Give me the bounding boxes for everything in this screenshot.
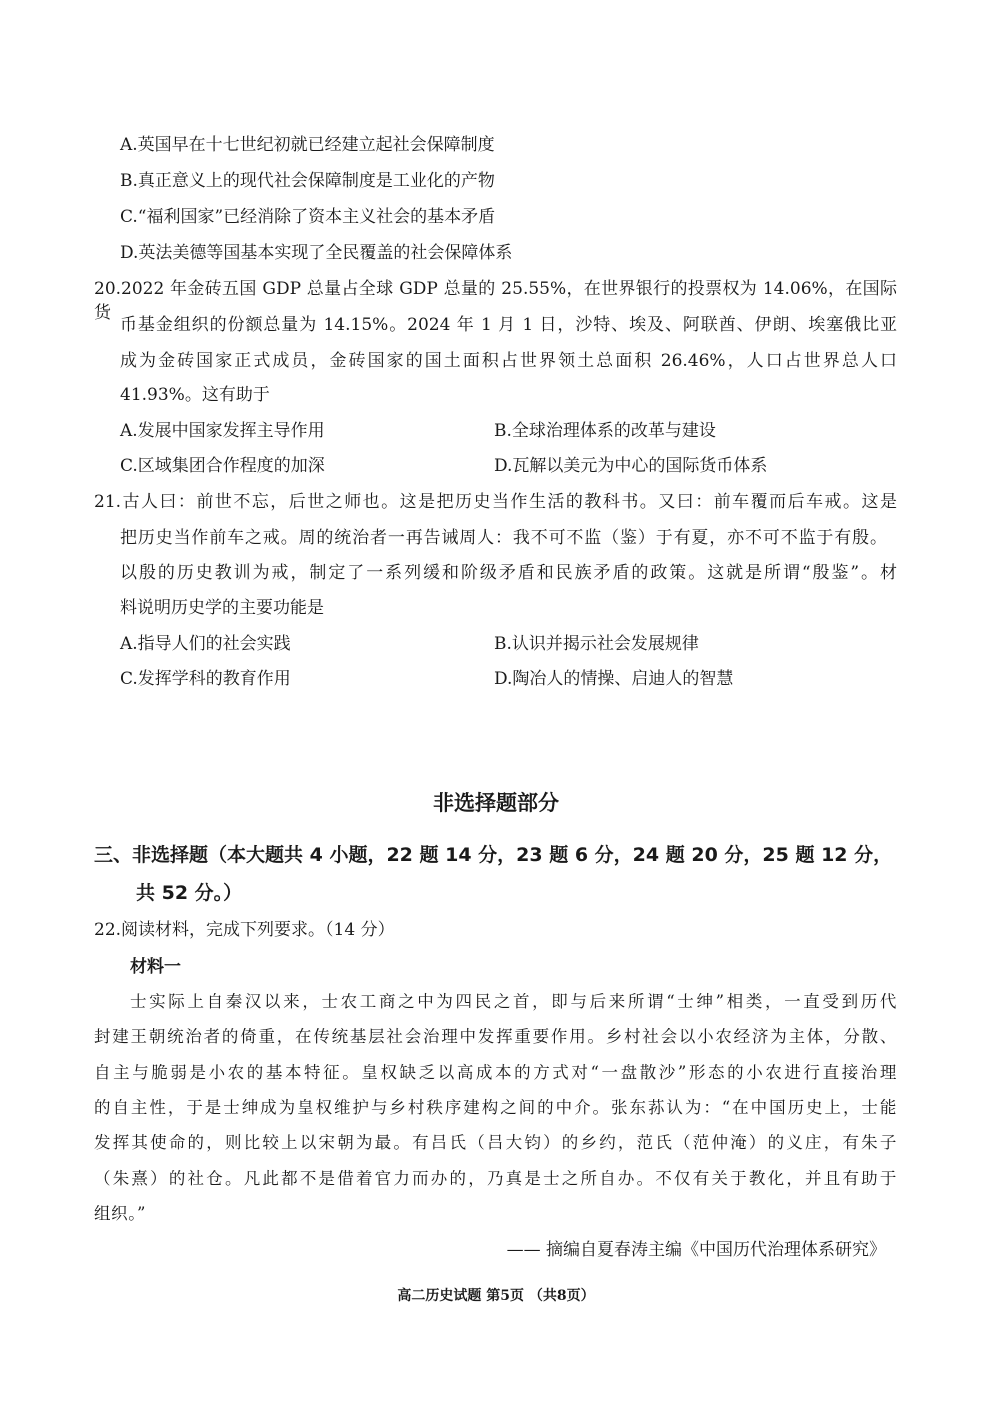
q21-stem-line-3: 以殷的历史教训为戒，制定了一系列缓和阶级矛盾和民族矛盾的政策。这就是所谓“殷鉴”。材	[120, 563, 897, 583]
q21-stem-line-2: 把历史当作前车之戒。周的统治者一再告诫周人：我不可不监（鉴）于有夏，亦不可不监于有殷。	[120, 528, 887, 548]
q22-material-line-5: 发挥其使命的，则比较上以宋朝为最。有吕氏（吕大钧）的乡约，范氏（范仲淹）的义庄，有朱子	[94, 1133, 897, 1152]
q20-stem-line-4: 41.93%。这有助于	[120, 385, 270, 405]
q20-option-c: C.区域集团合作程度的加深	[120, 456, 325, 476]
section-header-line-1: 三、非选择题（本大题共 4 小题，22 题 14 分，23 题 6 分，24 题 20 分，25 题 12 分，	[94, 844, 893, 866]
q21-stem-line-4: 料说明历史学的主要功能是	[120, 598, 324, 618]
q22-material-line-7: 组织。”	[94, 1204, 147, 1223]
q20-stem-line-1: 20.2022 年金砖五国 GDP 总量占全球 GDP 总量的 25.55%，在世界银行的投票权为 14.06%，在国际货	[94, 279, 897, 323]
q22-stem: 22.阅读材料，完成下列要求。（14 分）	[94, 920, 395, 940]
q20-option-b: B.全球治理体系的改革与建设	[494, 421, 716, 441]
q21-option-d: D.陶冶人的情操、启迪人的智慧	[494, 669, 734, 689]
q21-option-b: B.认识并揭示社会发展规律	[494, 634, 699, 654]
q19-option-d: D.英法美德等国基本实现了全民覆盖的社会保障体系	[120, 243, 513, 263]
q22-material-line-6: （朱熹）的社仓。凡此都不是借着官力而办的，乃真是士之所自办。不仅有关于教化，并且有助于	[94, 1169, 897, 1188]
q22-material-line-3: 自主与脆弱是小农的基本特征。皇权缺乏以高成本的方式对“一盘散沙”形态的小农进行直接治理	[94, 1063, 897, 1082]
q20-stem-line-3: 成为金砖国家正式成员，金砖国家的国土面积占世界领土总面积 26.46%，人口占世界总人口	[120, 351, 897, 371]
q22-material-line-1: 士实际上自秦汉以来，士农工商之中为四民之首，即与后来所谓“士绅”相类，一直受到历代	[130, 992, 897, 1011]
q20-stem-line-2: 币基金组织的份额总量为 14.15%。2024 年 1 月 1 日，沙特、埃及、阿联酋、伊朗、埃塞俄比亚	[120, 315, 897, 335]
q21-option-a: A.指导人们的社会实践	[120, 634, 291, 654]
q19-option-a: A.英国早在十七世纪初就已经建立起社会保障制度	[120, 135, 495, 155]
q20-option-a: A.发展中国家发挥主导作用	[120, 421, 325, 441]
q22-material-source: —— 摘编自夏春涛主编《中国历代治理体系研究》	[506, 1240, 886, 1260]
q19-option-c: C.“福利国家”已经消除了资本主义社会的基本矛盾	[120, 207, 496, 227]
section-title: 非选择题部分	[433, 791, 559, 815]
q22-material-label: 材料一	[130, 957, 181, 977]
page-footer: 高二历史试题 第5页 （共8页）	[397, 1288, 595, 1304]
q20-option-d: D.瓦解以美元为中心的国际货币体系	[494, 456, 768, 476]
q21-option-c: C.发挥学科的教育作用	[120, 669, 291, 689]
q19-option-b: B.真正意义上的现代社会保障制度是工业化的产物	[120, 171, 495, 191]
section-header-line-2: 共 52 分。）	[136, 882, 243, 904]
q22-material-line-2: 封建王朝统治者的倚重，在传统基层社会治理中发挥重要作用。乡村社会以小农经济为主体，分散、	[94, 1027, 897, 1046]
q22-material-line-4: 的自主性，于是士绅成为皇权维护与乡村秩序建构之间的中介。张东荪认为：“在中国历史上，士能	[94, 1098, 897, 1117]
q21-stem-line-1: 21.古人曰：前世不忘，后世之师也。这是把历史当作生活的教科书。又曰：前车覆而后车戒。这是	[94, 492, 897, 512]
